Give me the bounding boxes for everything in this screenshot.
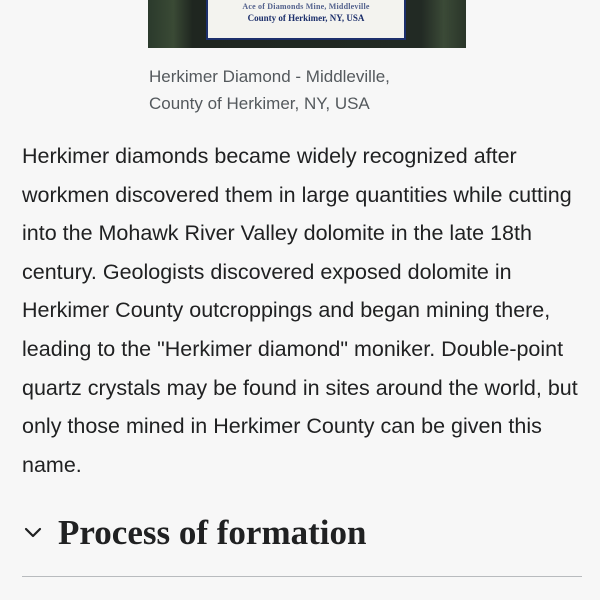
caption-line-1: Herkimer Diamond - Middleville, [149, 67, 390, 86]
chevron-down-icon [22, 522, 44, 544]
specimen-label-line1: Ace of Diamonds Mine, Middleville [242, 2, 370, 11]
specimen-photo[interactable] [148, 0, 466, 48]
image-caption [149, 63, 469, 117]
caption-line-2: County of Herkimer, NY, USA [149, 94, 370, 113]
article-paragraph: Herkimer diamonds became widely recognized after workmen discovered them in large quantities while cutting into the Mohawk River Valley dolomite in the late 18th century. Geologists discovered exposed dolomite in Herkimer County outcroppings and began mining there, leading to the "Herkimer diamond" moniker. Double-point quartz crystals may be found in sites around the world, but only those mined in Herkimer County can be given this name. [22, 144, 578, 477]
specimen-label-card [206, 0, 406, 40]
section-title: Process of formation [58, 513, 367, 552]
specimen-label-line2: County of Herkimer, NY, USA [247, 13, 365, 23]
section-toggle-process-of-formation[interactable] [22, 508, 582, 558]
section-divider [22, 576, 582, 577]
